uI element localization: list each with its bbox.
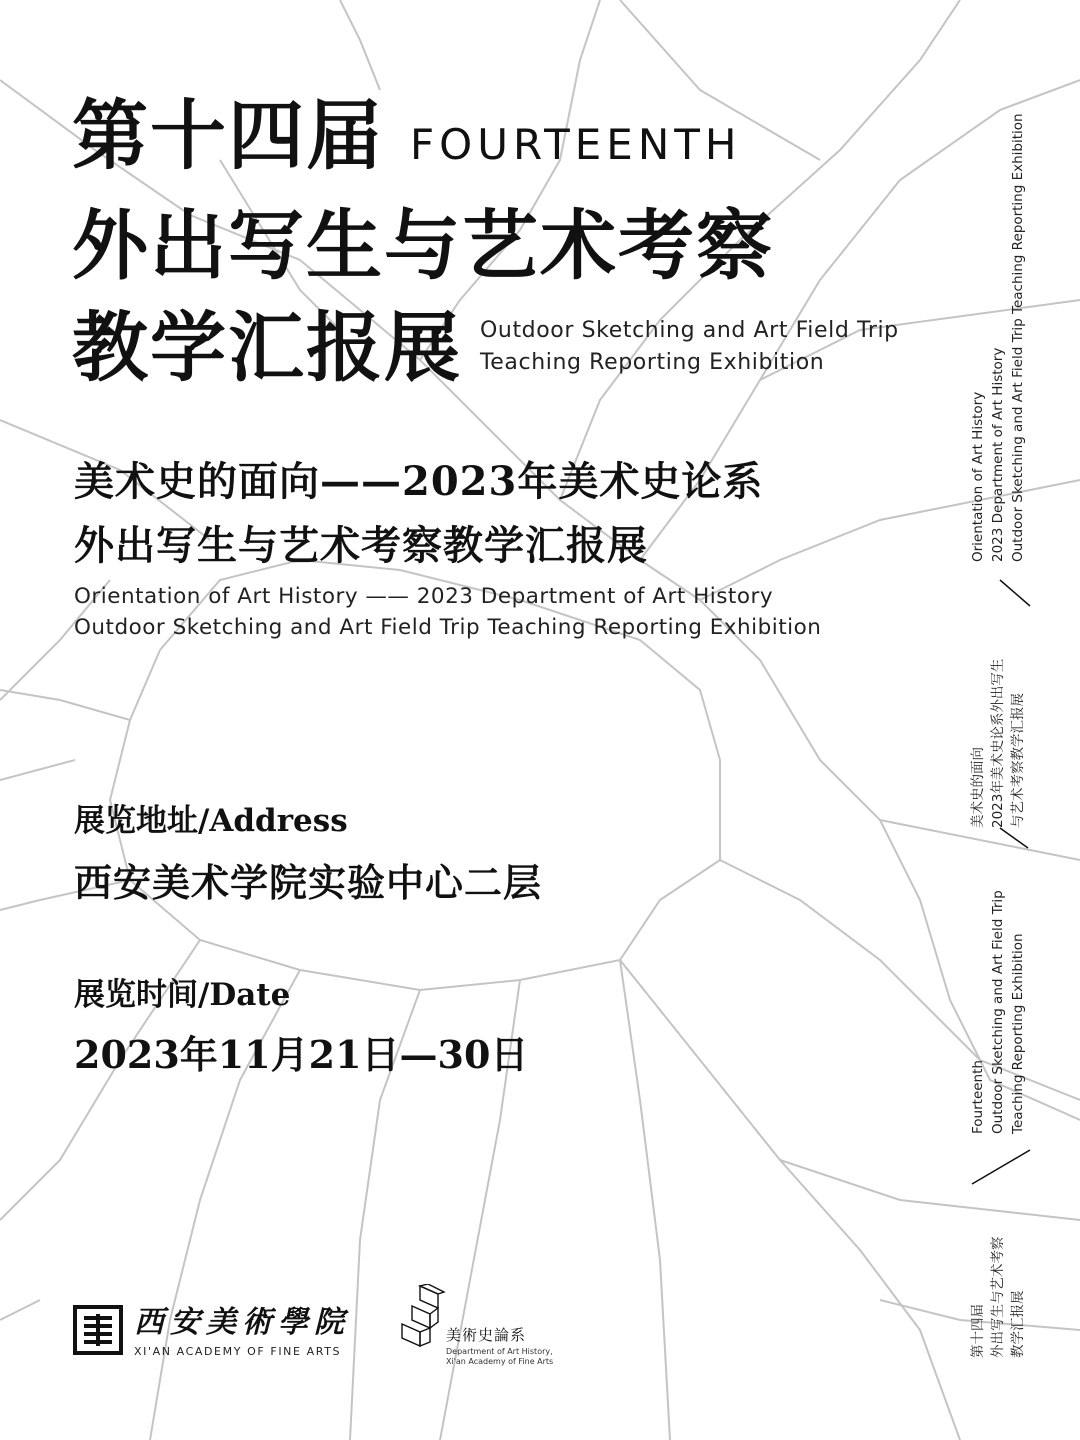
title-english-line-1: Outdoor Sketching and Art Field Trip	[480, 318, 899, 343]
academy-name-chinese: 西安美術學院	[134, 1305, 350, 1340]
sidebar-block-2-line-1: 美术史的面向	[970, 747, 986, 828]
sidebar-block-4-line-1: 第十四届	[970, 1304, 986, 1358]
academy-name-english: XI'AN ACADEMY OF FINE ARTS	[134, 1345, 342, 1358]
department-name-chinese: 美術史論系	[446, 1326, 527, 1344]
department-logo	[398, 1284, 568, 1374]
department-name-english-line-1: Department of Art History,	[446, 1347, 553, 1356]
academy-logo	[72, 1304, 362, 1364]
sidebar-block-3-line-1: Fourteenth	[970, 1060, 986, 1134]
title-chinese-line-3: 教学汇报展	[72, 303, 462, 392]
department-name-english-line-2: Xi'an Academy of Fine Arts	[446, 1357, 554, 1366]
sidebar-block-1-line-3: Outdoor Sketching and Art Field Trip Teaching Reporting Exhibition	[1010, 113, 1026, 562]
sidebar-block-1-line-2: 2023 Department of Art History	[990, 347, 1006, 562]
title-english-fourteenth: FOURTEENTH	[410, 120, 742, 169]
subtitle-chinese-line-1: 美术史的面向——2023年美术史论系	[74, 458, 764, 505]
address-label: 展览地址/Address	[74, 803, 348, 839]
sidebar-block-2-line-2: 2023年美术史论系外出写生	[990, 658, 1006, 828]
sidebar-block-2-line-3: 与艺术考察教学汇报展	[1010, 693, 1026, 828]
title-chinese-line-1: 第十四届	[72, 91, 384, 180]
sidebar-block-3-line-2: Outdoor Sketching and Art Field Trip	[990, 890, 1006, 1134]
subtitle-english-line-2: Outdoor Sketching and Art Field Trip Teaching Reporting Exhibition	[74, 615, 822, 640]
sidebar-block-4-line-2: 外出写生与艺术考察	[990, 1236, 1006, 1358]
date-value: 2023年11月21日—30日	[74, 1032, 529, 1077]
subtitle-english-line-1: Orientation of Art History —— 2023 Department of Art History	[74, 584, 774, 609]
address-value: 西安美术学院实验中心二层	[74, 860, 543, 905]
sidebar-block-3-line-3: Teaching Reporting Exhibition	[1010, 933, 1026, 1134]
academy-seal-icon	[72, 1304, 124, 1356]
sidebar-block-1-line-1: Orientation of Art History	[970, 391, 986, 562]
subtitle-chinese-line-2: 外出写生与艺术考察教学汇报展	[74, 522, 648, 569]
sidebar-block-4-line-3: 教学汇报展	[1010, 1290, 1026, 1358]
title-chinese-line-2: 外出写生与艺术考察	[72, 201, 774, 290]
date-label: 展览时间/Date	[74, 977, 291, 1013]
title-english-line-2: Teaching Reporting Exhibition	[480, 350, 825, 375]
